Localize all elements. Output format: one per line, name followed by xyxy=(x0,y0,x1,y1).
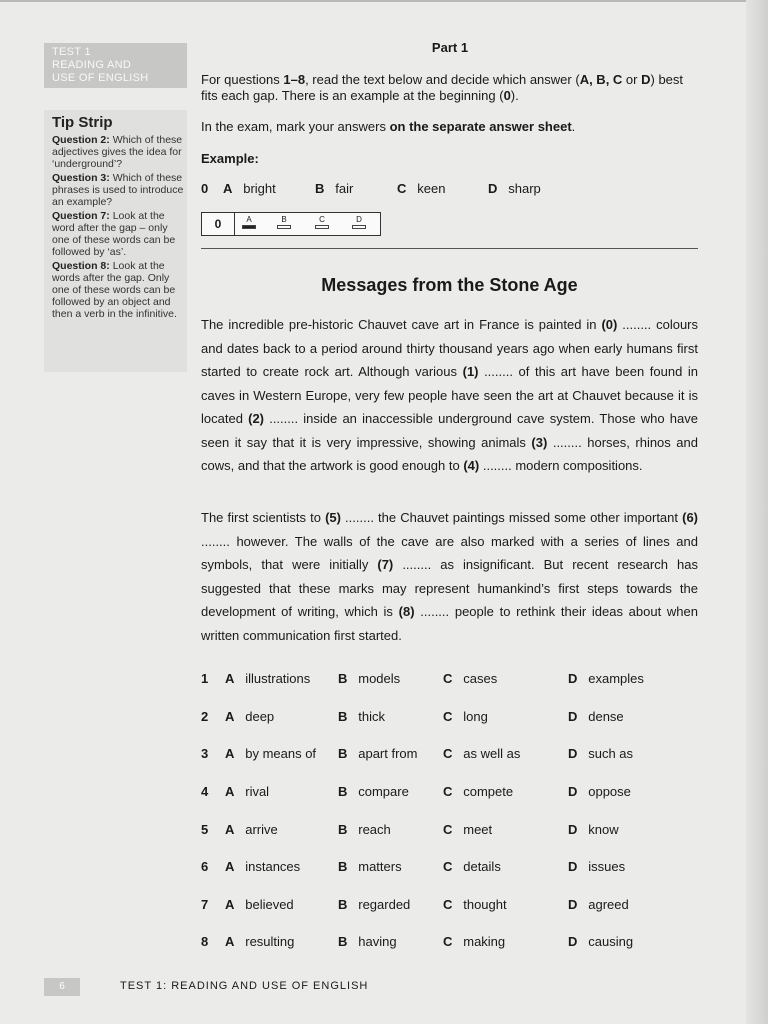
answer-box-cell-b: B xyxy=(275,215,293,229)
answer-mark-empty xyxy=(277,225,291,229)
question-row xyxy=(201,784,701,802)
option-d: D issues xyxy=(568,859,626,874)
page-top-edge xyxy=(0,0,768,2)
tip-question: Question 8: xyxy=(52,260,110,272)
question-row xyxy=(201,709,701,727)
tip-question: Question 7: xyxy=(52,210,110,222)
option-d: D agreed xyxy=(568,897,629,912)
example-option-b: B fair xyxy=(315,181,354,196)
answer-mark-empty xyxy=(315,225,329,229)
option-b: B having xyxy=(338,934,397,949)
option-c: C thought xyxy=(443,897,507,912)
tip-item xyxy=(52,260,187,320)
tip-text: Which of these adjectives gives the idea for ‘underground’? xyxy=(52,134,183,170)
question-row xyxy=(201,822,701,840)
example-option-a: A bright xyxy=(223,181,276,196)
question-number: 4 xyxy=(201,784,209,799)
test-label-line: READING AND xyxy=(52,59,132,71)
question-number: 2 xyxy=(201,709,209,724)
tip-text: Look at the word after the gap – only one of these words can be followed by ‘as’. xyxy=(52,210,176,258)
part-title: Part 1 xyxy=(431,40,469,55)
question-row xyxy=(201,934,701,952)
example-label: Example: xyxy=(201,151,259,166)
option-d: D causing xyxy=(568,934,634,949)
option-c: C compete xyxy=(443,784,514,799)
option-b: B matters xyxy=(338,859,402,874)
test-label-line: TEST 1 xyxy=(52,46,91,58)
answer-mark-empty xyxy=(352,225,366,229)
question-row xyxy=(201,897,701,915)
page-number: 6 xyxy=(44,978,80,996)
question-number: 1 xyxy=(201,671,209,686)
answer-mark-filled xyxy=(242,225,256,229)
question-row xyxy=(201,859,701,877)
option-a: A believed xyxy=(225,897,294,912)
question-number: 8 xyxy=(201,934,209,949)
tip-strip-title: Tip Strip xyxy=(52,114,113,131)
option-d: D dense xyxy=(568,709,624,724)
option-a: A rival xyxy=(225,784,270,799)
option-a: A deep xyxy=(225,709,275,724)
example-option-d: D sharp xyxy=(488,181,541,196)
option-a: A arrive xyxy=(225,822,278,837)
question-number: 3 xyxy=(201,746,209,761)
option-b: B thick xyxy=(338,709,385,724)
example-answer-box xyxy=(201,212,381,236)
answer-box-number: 0 xyxy=(202,213,235,235)
option-b: B reach xyxy=(338,822,391,837)
option-a: A illustrations xyxy=(225,671,311,686)
tip-strip xyxy=(44,110,187,372)
option-c: C meet xyxy=(443,822,493,837)
option-b: B apart from xyxy=(338,746,418,761)
option-a: A resulting xyxy=(225,934,295,949)
option-d: D know xyxy=(568,822,619,837)
instruction-answer-sheet: In the exam, mark your answers on the separate answer sheet. xyxy=(201,119,576,134)
option-c: C details xyxy=(443,859,501,874)
option-a: A instances xyxy=(225,859,301,874)
answer-box-cell-c: C xyxy=(313,215,331,229)
test-label-line: USE OF ENGLISH xyxy=(52,72,149,84)
tip-question: Question 2: xyxy=(52,134,110,146)
tip-item xyxy=(52,210,187,258)
question-row xyxy=(201,746,701,764)
option-a: A by means of xyxy=(225,746,317,761)
tip-text: Look at the words after the gap. Only one of these words can be followed by an object and then a verb in the infinitive. xyxy=(52,260,177,320)
option-b: B regarded xyxy=(338,897,411,912)
option-c: C cases xyxy=(443,671,498,686)
option-c: C long xyxy=(443,709,488,724)
option-d: D such as xyxy=(568,746,634,761)
example-row xyxy=(201,181,701,197)
test-label xyxy=(44,43,187,88)
tip-text: Which of these phrases is used to introduce an example? xyxy=(52,172,184,208)
option-d: D oppose xyxy=(568,784,631,799)
section-divider xyxy=(201,248,698,249)
question-number: 6 xyxy=(201,859,209,874)
example-option-c: C keen xyxy=(397,181,446,196)
tip-item xyxy=(52,172,187,208)
question-number: 5 xyxy=(201,822,209,837)
article-paragraph-2: The first scientists to (5) ........ the Chauvet paintings missed some other important (6) ........ however. The walls of the cave are also marked with a series of lines and symbols, that were initially (7) ........ as insignificant. But recent research has suggested that these marks may represent humankind’s first steps towards the development of writing, which is (8) ........ people to rethink their ideas about when written communication first started. xyxy=(201,510,698,643)
article-title: Messages from the Stone Age xyxy=(321,275,578,295)
question-number: 7 xyxy=(201,897,209,912)
answer-box-cell-a: A xyxy=(240,215,258,229)
option-b: B models xyxy=(338,671,401,686)
answer-box-cell-d: D xyxy=(350,215,368,229)
instruction-questions: For questions 1–8, read the text below and decide which answer (A, B, C or D) best fits each gap. There is an example at the beginning (0). xyxy=(201,72,684,103)
option-c: C making xyxy=(443,934,506,949)
tip-question: Question 3: xyxy=(52,172,110,184)
option-d: D examples xyxy=(568,671,644,686)
example-number: 0 xyxy=(201,181,209,196)
option-b: B compare xyxy=(338,784,409,799)
footer-title: TEST 1: READING AND USE OF ENGLISH xyxy=(120,980,369,992)
article-paragraph-1: The incredible pre-historic Chauvet cave art in France is painted in (0) ........ colours and dates back to a period around thirty thousand years ago when early humans first started to create rock art. Although various (1) ........ of this art have been found in caves in Western Europe, very few people have seen the art at Chauvet because it is located (2) ........ inside an inaccessible underground cave system. Those who have seen it say that it is very impressive, showing animals (3) ........ horses, rhinos and cows, and that the artwork is good enough to (4) ........ modern compositions. xyxy=(201,317,699,473)
page-right-edge xyxy=(746,0,768,1024)
tip-item xyxy=(52,134,187,170)
question-row xyxy=(201,671,701,689)
option-c: C as well as xyxy=(443,746,521,761)
